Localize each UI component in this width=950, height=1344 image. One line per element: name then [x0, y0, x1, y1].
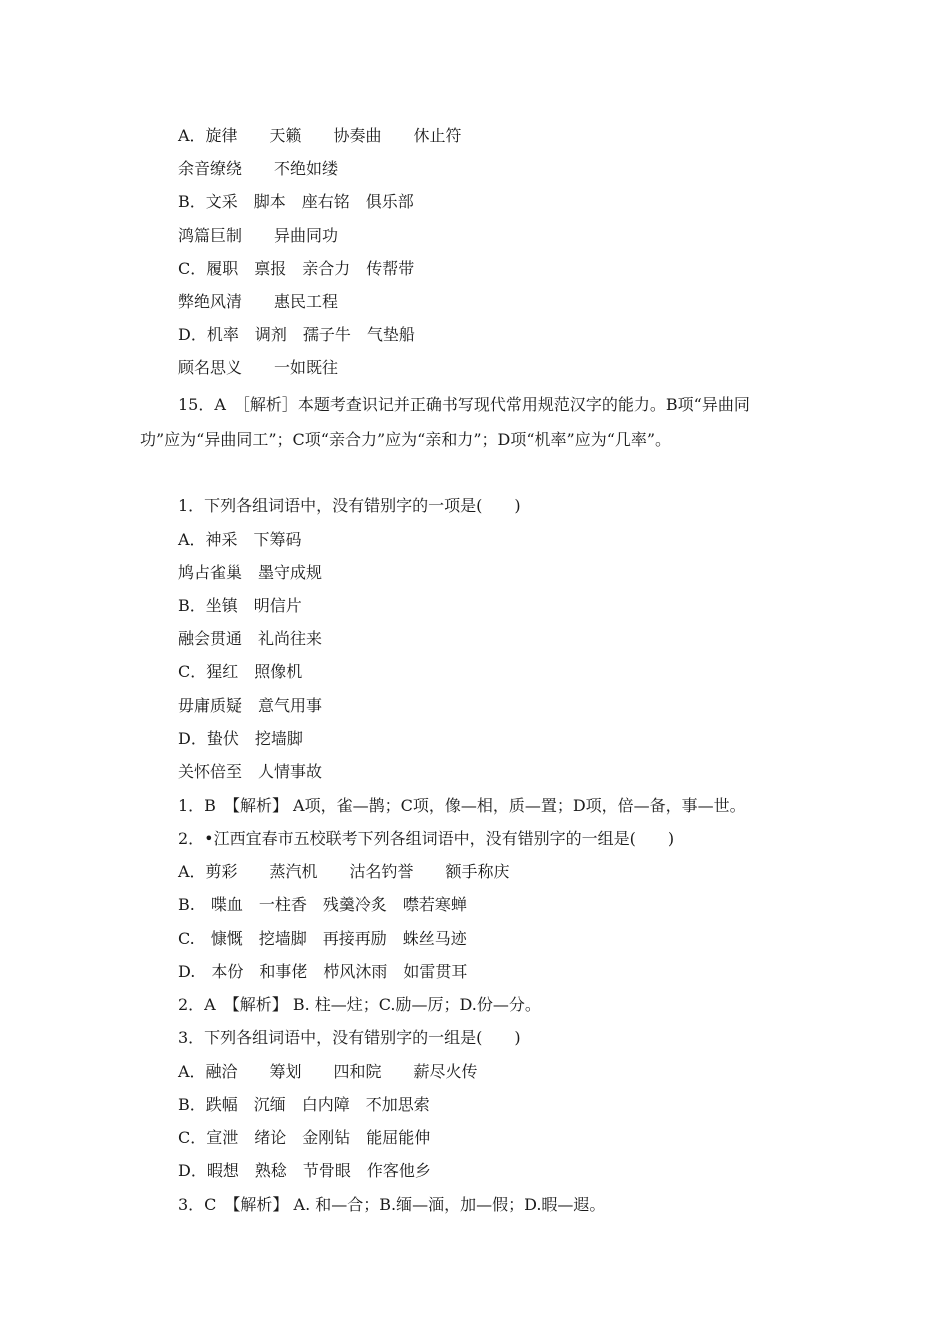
option-line: 余音缭绕 不绝如缕	[178, 159, 339, 178]
option-line: C. 慷慨 挖墙脚 再接再励 蛛丝马迹	[178, 929, 467, 948]
option-line: 顾名思义 一如既往	[178, 358, 339, 377]
answer-explanation: 2．A 【解析】 B. 柱—炷；C.励—厉；D.份—分。	[178, 995, 541, 1014]
question-line: 3．下列各组词语中，没有错别字的一组是( )	[178, 1028, 521, 1047]
option-line: A．剪彩 蒸汽机 沽名钓誉 额手称庆	[178, 862, 510, 881]
option-line: B．文采 脚本 座右铭 俱乐部	[178, 192, 414, 211]
answer-explanation: 15．A ［解析］本题考查识记并正确书写现代常用规范汉字的能力。B项“异曲同	[178, 395, 750, 414]
option-line: 毋庸质疑 意气用事	[178, 696, 323, 715]
answer-explanation: 1．B 【解析】 A项，雀—鹊；C项，像—相，质—置；D项，倍—备，事—世。	[178, 796, 746, 815]
option-line: D．蛰伏 挖墙脚	[178, 729, 303, 748]
option-line: A．神采 下筹码	[178, 530, 302, 549]
question-line: 1．下列各组词语中，没有错别字的一项是( )	[178, 496, 521, 515]
option-line: C．宣泄 绪论 金刚钻 能屈能伸	[178, 1128, 431, 1147]
option-line: 鸠占雀巢 墨守成规	[178, 563, 323, 582]
option-line: C．猩红 照像机	[178, 662, 303, 681]
option-line: B．坐镇 明信片	[178, 596, 302, 615]
answer-explanation: 3．C 【解析】 A. 和—合；B.缅—湎，加—假；D.暇—遐。	[178, 1195, 606, 1214]
option-line: 弊绝风清 惠民工程	[178, 292, 339, 311]
option-line: B．跌幅 沉缅 白内障 不加思索	[178, 1095, 430, 1114]
answer-explanation: 功”应为“异曲同工”；C项“亲合力”应为“亲和力”；D项“机率”应为“几率”。	[140, 430, 672, 449]
option-line: D. 本份 和事佬 栉风沐雨 如雷贯耳	[178, 962, 468, 981]
option-line: 鸿篇巨制 异曲同功	[178, 226, 339, 245]
option-line: D．机率 调剂 孺子牛 气垫船	[178, 325, 415, 344]
option-line: D．暇想 熟稔 节骨眼 作客他乡	[178, 1161, 431, 1180]
option-line: A．融洽 筹划 四和院 薪尽火传	[178, 1062, 478, 1081]
option-line: B. 喋血 一柱香 残羹冷炙 噤若寒蝉	[178, 895, 467, 914]
option-line: 融会贯通 礼尚往来	[178, 629, 323, 648]
option-line: 关怀倍至 人情事故	[178, 762, 323, 781]
question-line: 2．•江西宜春市五校联考下列各组词语中，没有错别字的一组是( )	[178, 829, 675, 848]
option-line: C．履职 禀报 亲合力 传帮带	[178, 259, 415, 278]
option-line: A．旋律 天籁 协奏曲 休止符	[178, 126, 462, 145]
